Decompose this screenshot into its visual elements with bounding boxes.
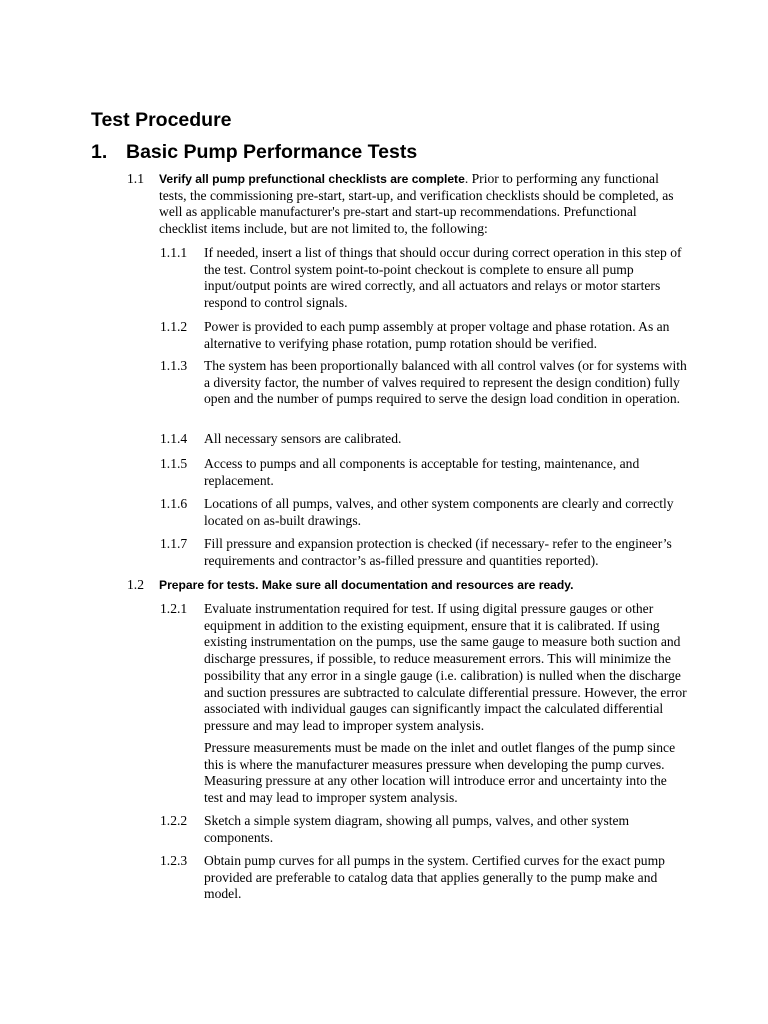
item-text: Locations of all pumps, valves, and other system components are clearly and correctly located on as-built drawings.: [204, 496, 674, 528]
item-number: 1.1.7: [160, 536, 188, 551]
list-item-1-1-4: [160, 431, 687, 448]
list-item-1-2: [127, 577, 687, 594]
item-lead: Prepare for tests. Make sure all documentation and resources are ready.: [159, 578, 574, 592]
list-item-1-1-2: [160, 319, 687, 352]
list-item-1-1-1: [160, 245, 687, 312]
item-number: 1.1.5: [160, 456, 188, 471]
list-item-1-1-3: [160, 358, 687, 408]
list-item-1-2-1: [160, 601, 687, 735]
section-number: 1.: [91, 141, 108, 163]
item-number: 1.1.6: [160, 496, 188, 511]
item-text: Evaluate instrumentation required for test. If using digital pressure gauges or other equipment in addition to the existing equipment, ensure that it is calibrated. If using existing instrumentation on the pumps, use the same gauge to measure both suction and discharge pressures, if possible, to reduce measurement errors. This will minimize the possibility that any error in a single gauge (i.e. calibration) is nulled when the discharge and suction pressures are subtracted to calculate differential pressure. However, the error associated with individual gauges can significantly impact the calculated differential pressure and may lead to improper system analysis.: [204, 601, 687, 733]
list-item-1-1: [127, 171, 687, 238]
item-number: 1.1.2: [160, 319, 188, 334]
section-heading: [91, 140, 417, 164]
list-item-1-1-6: [160, 496, 687, 529]
list-item-1-1-7: [160, 536, 687, 569]
item-text: Obtain pump curves for all pumps in the system. Certified curves for the exact pump provided are preferable to catalog data that applies generally to the pump make and model.: [204, 853, 665, 902]
item-text: Access to pumps and all components is acceptable for testing, maintenance, and replacement.: [204, 456, 640, 488]
item-text: The system has been proportionally balanced with all control valves (or for systems with a diversity factor, the number of valves required to represent the design condition) fully open and the number of pumps required to serve the design load condition in operation.: [204, 358, 687, 407]
item-number: 1.2.3: [160, 853, 188, 868]
item-number: 1.1: [127, 171, 144, 186]
item-text: [159, 577, 687, 594]
item-number: 1.2: [127, 577, 144, 592]
item-number: 1.2.2: [160, 813, 188, 828]
list-item-1-1-5: [160, 456, 687, 489]
item-text: Power is provided to each pump assembly at proper voltage and phase rotation. As an alternative to verifying phase rotation, pump rotation should be verified.: [204, 319, 670, 351]
item-number: 1.1.1: [160, 245, 188, 260]
item-text: Sketch a simple system diagram, showing all pumps, valves, and other system components.: [204, 813, 630, 845]
list-item-1-2-3: [160, 853, 687, 903]
page-title: Test Procedure: [91, 109, 232, 131]
item-lead: Verify all pump prefunctional checklists are complete: [159, 172, 465, 186]
item-text: [159, 171, 687, 238]
paragraph-pressure-measurements: Pressure measurements must be made on the inlet and outlet flanges of the pump since this is where the manufacturer measures pressure when developing the pump curves. Measuring pressure at any other location will introduce error and uncertainty into the test and may lead to improper system analysis.: [204, 740, 676, 806]
item-number: 1.1.4: [160, 431, 188, 446]
item-number: 1.1.3: [160, 358, 188, 373]
list-item-1-2-2: [160, 813, 687, 846]
item-text: Fill pressure and expansion protection is checked (if necessary- refer to the engineer’s requirements and contractor’s as-filled pressure and quantities reported).: [204, 536, 672, 568]
item-text: If needed, insert a list of things that should occur during correct operation in this step of the test. Control system point-to-point checkout is complete to ensure all pump input/output points are wired correctly, and all actuators and relays or motor starters respond to control signals.: [204, 245, 682, 311]
item-number: 1.2.1: [160, 601, 188, 616]
item-body: . Prior to performing any functional tests, the commissioning pre-start, start-up, and verification checklists should be completed, as well as applicable manufacturer's pre-start and start-up recommendations. Prefunctional checklist items include, but are not limited to, the following:: [159, 171, 674, 237]
section-title: Basic Pump Performance Tests: [126, 141, 418, 163]
item-text: All necessary sensors are calibrated.: [204, 431, 402, 446]
